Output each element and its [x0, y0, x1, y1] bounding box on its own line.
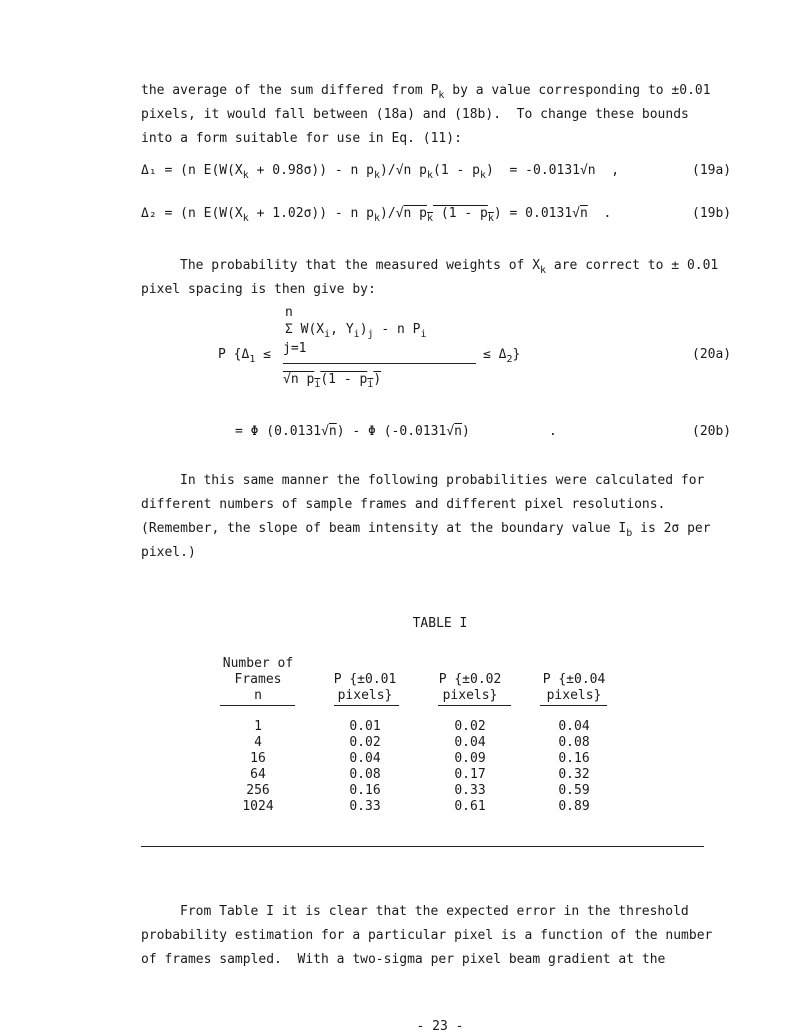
equation-20b-dot: .	[549, 424, 557, 439]
eq20a-denominator: √n $p_{\overline{i}}(1 - p_{\overline{i}})$	[283, 372, 382, 390]
col1-header-line1: Number of	[222, 656, 294, 671]
equation-20b: = Φ (0.0131√n) - Φ (-0.0131√n)	[235, 424, 470, 439]
table-cell: 1024	[242, 799, 274, 814]
col4-header-line1: P {±0.04	[542, 672, 606, 687]
table-cell: 0.04	[558, 719, 590, 734]
table-cell: 0.59	[558, 783, 590, 798]
eq20a-sum-upper: n	[285, 305, 293, 320]
table-cell: 4	[254, 735, 262, 750]
table-cell: 0.02	[349, 735, 381, 750]
table-cell: 0.33	[454, 783, 486, 798]
equation-19a-label: (19a)	[692, 163, 732, 178]
para3-line2: different numbers of sample frames and different pixel resolutions.	[141, 497, 666, 512]
page-number: - 23 -	[416, 1019, 464, 1034]
equation-20b-label: (20b)	[692, 424, 732, 439]
para4-line3: of frames sampled. With a two-sigma per pixel beam gradient at the	[141, 952, 666, 967]
para3-line3: (Remember, the slope of beam intensity at the boundary value $I_b$ is 2σ per	[141, 521, 711, 539]
col4-header-rule	[540, 705, 607, 706]
para1-line1: the average of the sum differed from $P_k$ by a value corresponding to ±0.01	[141, 83, 711, 101]
equation-19b-label: (19b)	[692, 206, 732, 221]
equation-19b: Δ₂ = (n $E(W(X_k + 1.02\sigma)) - n$ $p_k)/√n$ $p_{\overline{k}}$ $(1 - p_{\overline{k}}) = 0.0131√n$ .	[141, 206, 612, 224]
eq20a-numerator: Σ $W(X_i$, $Y_i)_j$ - n $P_i$	[285, 322, 427, 340]
table-cell: 0.02	[454, 719, 486, 734]
col1-header-rule	[220, 705, 295, 706]
col3-header-rule	[438, 705, 511, 706]
para1-line3: into a form suitable for use in Eq. (11):	[141, 131, 462, 146]
table-cell: 0.08	[558, 735, 590, 750]
equation-20a-label: (20a)	[692, 347, 732, 362]
table-cell: 0.89	[558, 799, 590, 814]
table-cell: 0.32	[558, 767, 590, 782]
table-cell: 0.09	[454, 751, 486, 766]
col2-header-line2: pixels}	[337, 688, 393, 703]
table-cell: 0.08	[349, 767, 381, 782]
table-cell: 64	[250, 767, 266, 782]
equation-19a: Δ₁ = (n $E(W(X_k + 0.98\sigma)) - n$ $p_k)/√n$ $p_k(1 - p_k) = -0.0131√n$ ,	[141, 163, 620, 181]
col4-header-line2: pixels}	[546, 688, 602, 703]
eq20a-sum-lower: j=1	[283, 341, 307, 356]
table-cell: 0.33	[349, 799, 381, 814]
table-cell: 0.01	[349, 719, 381, 734]
eq20a-rhs: ≤ $\Delta_2$}	[483, 347, 521, 365]
para3-line1: In this same manner the following probabilities were calculated for	[180, 473, 705, 488]
para3-line4: pixel.)	[141, 545, 196, 560]
col3-header-line1: P {±0.02	[438, 672, 502, 687]
para1-line2: pixels, it would fall between (18a) and (18b). To change these bounds	[141, 107, 689, 122]
col3-header-line2: pixels}	[442, 688, 498, 703]
col2-header-line1: P {±0.01	[333, 672, 397, 687]
table-cell: 256	[246, 783, 270, 798]
table-cell: 0.16	[558, 751, 590, 766]
table-cell: 1	[254, 719, 262, 734]
table-bottom-rule	[141, 846, 704, 847]
col2-header-rule	[334, 705, 399, 706]
table-cell: 16	[250, 751, 266, 766]
eq20a-lhs: P {$\Delta_1$ ≤	[218, 347, 279, 365]
para2-line1: The probability that the measured weights of $X_k$ are correct to ± 0.01	[180, 258, 719, 276]
table-cell: 0.16	[349, 783, 381, 798]
col1-header-line2: Frames	[234, 672, 282, 687]
table-cell: 0.61	[454, 799, 486, 814]
table-cell: 0.17	[454, 767, 486, 782]
para4-line1: From Table I it is clear that the expected error in the threshold	[180, 904, 689, 919]
eq20a-fraction-bar	[283, 363, 476, 364]
col1-header-line3: n	[254, 688, 262, 703]
para2-line2: pixel spacing is then give by:	[141, 282, 376, 297]
table-cell: 0.04	[349, 751, 381, 766]
table-cell: 0.04	[454, 735, 486, 750]
para4-line2: probability estimation for a particular pixel is a function of the number	[141, 928, 713, 943]
table-title: TABLE I	[412, 616, 468, 631]
